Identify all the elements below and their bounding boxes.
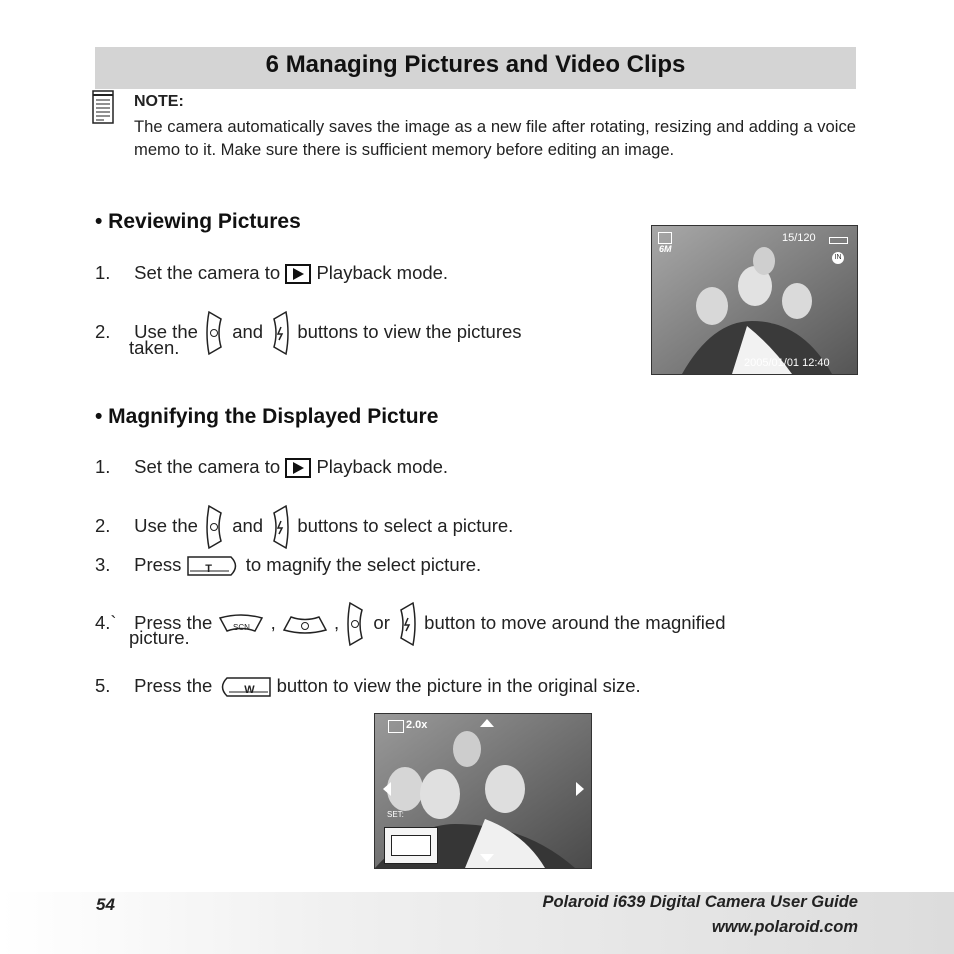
step-text: Press the — [134, 675, 213, 696]
step-text: Press the — [134, 611, 213, 633]
step-number: 3. — [95, 554, 111, 575]
playback-screen-photo — [651, 225, 858, 375]
step-text: button to view the picture in the original size. — [276, 675, 641, 696]
step-number: 2. — [95, 514, 111, 536]
step-text: Set the camera to — [134, 262, 281, 283]
note-icon — [92, 90, 114, 124]
step-text: Playback mode. — [316, 456, 449, 477]
playback-icon — [285, 458, 311, 478]
step-text: Use the — [134, 514, 198, 536]
step-text: buttons to view the pictures — [297, 320, 522, 342]
step-text: Use the — [134, 320, 198, 342]
wide-label: W — [244, 684, 255, 697]
step-text: , — [334, 611, 340, 633]
note-body: The camera automatically saves the image as a new file after rotating, resizing and adding a voice memo to it. Make sure there is sufficient memory before editing an image. — [134, 117, 856, 159]
tele-label: T — [205, 563, 212, 576]
zoom-navigator — [384, 827, 438, 864]
magnify-step-1 — [95, 454, 448, 480]
family-photo — [652, 226, 857, 374]
step-number: 5. — [95, 675, 111, 696]
page-title: 6 Managing Pictures and Video Clips — [265, 51, 686, 78]
reviewing-step-2-cont: taken. — [129, 337, 180, 358]
section-heading-reviewing: • Reviewing Pictures — [95, 210, 301, 233]
tele-button-icon — [187, 555, 241, 577]
resolution-badge: 6M — [659, 244, 672, 254]
footer-guide — [543, 890, 858, 940]
scn-label: SCN — [232, 623, 250, 632]
image-counter: 15/120 — [782, 232, 816, 244]
zoom-level: 2.0x — [406, 719, 428, 731]
right-button-icon — [268, 503, 292, 551]
magnify-step-5 — [95, 673, 641, 699]
magnify-step-3 — [95, 552, 481, 578]
guide-url: www.polaroid.com — [711, 918, 858, 936]
left-button-icon — [344, 600, 368, 648]
step-text: Playback mode. — [316, 262, 449, 283]
step-text: Set the camera to — [134, 456, 281, 477]
magnify-step-4-cont: picture. — [129, 627, 190, 648]
right-button-icon — [268, 309, 292, 357]
step-number: 1. — [95, 262, 111, 283]
step-text: to magnify the select picture. — [245, 554, 482, 575]
page-number: 54 — [96, 895, 115, 914]
guide-title: Polaroid i639 Digital Camera User Guide — [542, 893, 858, 911]
down-timer-button-icon — [281, 612, 329, 636]
note-label: NOTE: — [134, 93, 184, 110]
step-number: 2. — [95, 320, 111, 342]
memory-icon: IN — [832, 252, 844, 264]
step-text: and — [232, 514, 264, 536]
magnified-screen-photo — [374, 713, 592, 869]
step-text: or — [373, 611, 390, 633]
playback-icon — [285, 264, 311, 284]
photo-datetime: 2005/01/01 12:40 — [744, 357, 830, 369]
set-hint: SET: — [387, 810, 404, 819]
step-text: button to move around the magnified — [424, 611, 726, 633]
step-text: and — [232, 320, 264, 342]
playback-mode-icon — [658, 232, 672, 244]
step-text: Press — [134, 554, 182, 575]
playback-mode-icon — [388, 720, 404, 733]
battery-icon — [829, 237, 848, 244]
zoom-viewport-box — [391, 835, 431, 856]
step-text: , — [270, 611, 276, 633]
left-button-icon — [203, 503, 227, 551]
up-scn-button-icon — [217, 612, 265, 636]
right-button-icon — [395, 600, 419, 648]
section-heading-magnifying: • Magnifying the Displayed Picture — [95, 405, 439, 428]
magnify-step-2 — [95, 503, 513, 551]
step-number: 4.` — [95, 611, 117, 633]
step-number: 1. — [95, 456, 111, 477]
left-button-icon — [203, 309, 227, 357]
wide-button-icon — [217, 676, 271, 698]
step-text: buttons to select a picture. — [297, 514, 514, 536]
reviewing-step-1 — [95, 260, 448, 286]
